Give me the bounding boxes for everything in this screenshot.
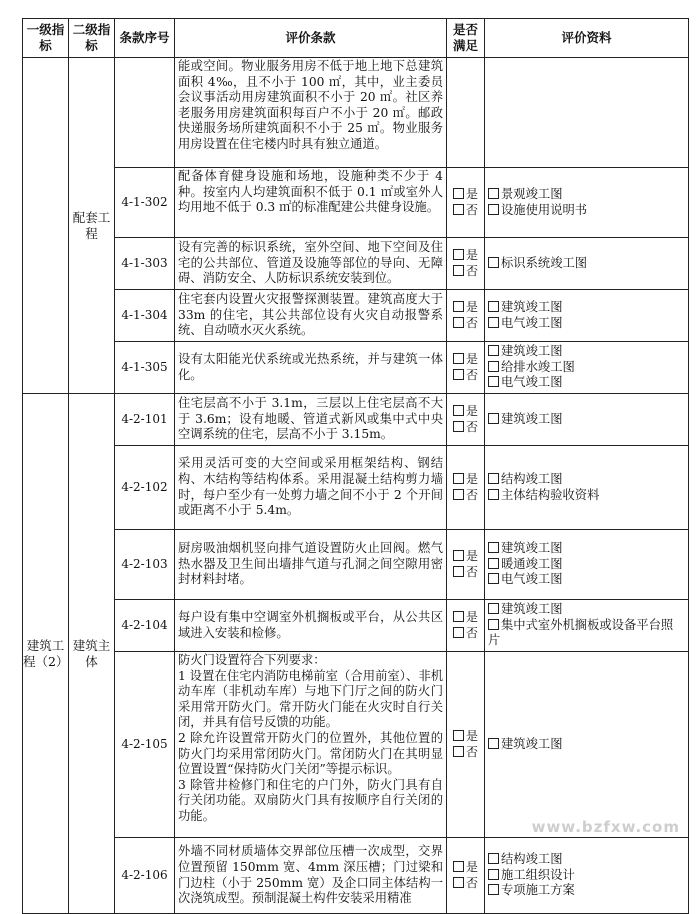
satisfied-no-label: 否 bbox=[465, 263, 478, 278]
header-level2: 二级指标 bbox=[69, 19, 115, 58]
satisfied-yes-label: 是 bbox=[465, 187, 478, 201]
satisfied-no-label: 否 bbox=[465, 744, 478, 759]
checkbox-icon[interactable] bbox=[453, 301, 464, 312]
material-item[interactable] bbox=[488, 412, 685, 428]
satisfied-no-label: 否 bbox=[465, 315, 478, 330]
material-label: 建筑竣工图 bbox=[501, 299, 563, 314]
level1-cell-building: 建筑工程（2） bbox=[23, 394, 69, 914]
table-row bbox=[23, 342, 689, 394]
checkbox-icon[interactable] bbox=[488, 884, 499, 895]
header-row bbox=[23, 19, 689, 58]
material-item[interactable] bbox=[488, 344, 685, 360]
checkbox-icon[interactable] bbox=[453, 369, 464, 380]
clause-text: 住宅套内设置火灾报警探测装置。建筑高度大于 33m 的住宅，其公共部位设有火灾自动报警系统、自动喷水灭火系统。 bbox=[175, 290, 447, 342]
clause-text: 设有完善的标识系统，室外空间、地下空间及住宅的公共部位、管道及设施等部位的导向、无障碍、消防安全、人防标识系统安装到位。 bbox=[175, 238, 447, 290]
checkbox-icon[interactable] bbox=[453, 550, 464, 561]
checkbox-icon[interactable] bbox=[453, 249, 464, 260]
checkbox-icon[interactable] bbox=[488, 619, 499, 630]
checkbox-icon[interactable] bbox=[488, 738, 499, 749]
satisfied-no-label: 否 bbox=[465, 625, 478, 640]
satisfied-no-option[interactable] bbox=[447, 264, 484, 280]
table-row bbox=[23, 446, 689, 530]
table-row bbox=[23, 238, 689, 290]
material-label: 建筑竣工图 bbox=[501, 736, 563, 751]
satisfied-yes-option[interactable] bbox=[447, 300, 484, 316]
material-item[interactable] bbox=[488, 375, 685, 391]
checkbox-icon[interactable] bbox=[488, 413, 499, 424]
material-item[interactable] bbox=[488, 203, 685, 219]
checkbox-icon[interactable] bbox=[488, 853, 499, 864]
checkbox-icon[interactable] bbox=[453, 265, 464, 276]
satisfied-options bbox=[447, 290, 485, 342]
material-label: 电气竣工图 bbox=[501, 572, 563, 587]
material-label: 主体结构验收资料 bbox=[501, 487, 600, 502]
material-label: 施工组织设计 bbox=[501, 867, 575, 882]
table-row bbox=[23, 394, 689, 446]
materials-cell bbox=[485, 290, 689, 342]
clause-number: 4-2-106 bbox=[115, 838, 175, 914]
level2-cell-supporting: 配套工程 bbox=[69, 58, 115, 394]
table-row bbox=[23, 290, 689, 342]
level1-cell bbox=[23, 58, 69, 394]
clause-text: 能或空间。物业服务用房不低于地上地下总建筑面积 4‰，且不小于 100 ㎡，其中，业主委员会议事活动用房建筑面积不小于 20 ㎡。社区养老服务用房建筑面积每百户不小于 20 ㎡。邮政快递服务场所建筑面积不小于 25 ㎡。物业服务用房设置在住宅楼内时具有独立通道。 bbox=[175, 58, 447, 168]
satisfied-yes-option[interactable] bbox=[447, 610, 484, 626]
satisfied-no-option[interactable] bbox=[447, 626, 484, 642]
checkbox-icon[interactable] bbox=[488, 869, 499, 880]
material-item[interactable] bbox=[488, 541, 685, 557]
material-label: 标识系统竣工图 bbox=[501, 255, 588, 270]
materials-cell bbox=[485, 394, 689, 446]
satisfied-no-option[interactable] bbox=[447, 565, 484, 581]
satisfied-no-label: 否 bbox=[465, 419, 478, 434]
table-row bbox=[23, 530, 689, 600]
material-label: 电气竣工图 bbox=[501, 375, 563, 390]
clause-text: 设有太阳能光伏系统或光热系统，并与建筑一体化。 bbox=[175, 342, 447, 394]
material-item[interactable] bbox=[488, 883, 685, 899]
checkbox-icon[interactable] bbox=[488, 301, 499, 312]
material-item[interactable] bbox=[488, 852, 685, 868]
clause-text: 配备体育健身设施和场地，设施种类不少于 4 种。按室内人均建筑面积不低于 0.1 ㎡或室外人均用地不低于 0.3 ㎡的标准配建公共健身设施。 bbox=[175, 168, 447, 238]
clause-number: 4-2-105 bbox=[115, 652, 175, 838]
satisfied-yes-option[interactable] bbox=[447, 472, 484, 488]
material-label: 结构竣工图 bbox=[501, 852, 563, 867]
material-label: 建筑竣工图 bbox=[501, 411, 563, 426]
satisfied-options bbox=[447, 394, 485, 446]
clause-number bbox=[115, 58, 175, 168]
material-label: 设施使用说明书 bbox=[501, 202, 588, 217]
satisfied-yes-label: 是 bbox=[465, 404, 478, 418]
material-label: 专项施工方案 bbox=[501, 883, 575, 898]
material-item[interactable] bbox=[488, 557, 685, 573]
clause-number: 4-1-304 bbox=[115, 290, 175, 342]
satisfied-no-label: 否 bbox=[465, 367, 478, 382]
satisfied-yes-option[interactable] bbox=[447, 729, 484, 745]
checkbox-icon[interactable] bbox=[488, 257, 499, 268]
checkbox-icon[interactable] bbox=[488, 573, 499, 584]
clause-number: 4-2-103 bbox=[115, 530, 175, 600]
satisfied-yes-option[interactable] bbox=[447, 404, 484, 420]
checkbox-icon[interactable] bbox=[453, 473, 464, 484]
satisfied-yes-label: 是 bbox=[465, 300, 478, 314]
materials-cell bbox=[485, 58, 689, 168]
materials-cell bbox=[485, 652, 689, 838]
satisfied-options bbox=[447, 600, 485, 652]
satisfied-options bbox=[447, 530, 485, 600]
clause-number: 4-2-102 bbox=[115, 446, 175, 530]
satisfied-no-label: 否 bbox=[465, 202, 478, 217]
satisfied-options bbox=[447, 446, 485, 530]
satisfied-yes-label: 是 bbox=[465, 610, 478, 624]
materials-cell bbox=[485, 600, 689, 652]
materials-cell bbox=[485, 838, 689, 914]
material-item[interactable] bbox=[488, 187, 685, 203]
header-level1: 一级指标 bbox=[23, 19, 69, 58]
checkbox-icon[interactable] bbox=[488, 603, 499, 614]
checkbox-icon[interactable] bbox=[453, 421, 464, 432]
satisfied-yes-label: 是 bbox=[465, 248, 478, 262]
table-row bbox=[23, 58, 689, 168]
clause-text: 采用灵活可变的大空间或采用框架结构、钢结构、木结构等结构体系。采用混凝土结构剪力墙时，每户至少有一处剪力墙之间不小于 2 个开间或距离不小于 5.4m。 bbox=[175, 446, 447, 530]
satisfied-no-option[interactable] bbox=[447, 876, 484, 892]
checkbox-icon[interactable] bbox=[453, 627, 464, 638]
clause-number: 4-1-302 bbox=[115, 168, 175, 238]
satisfied-yes-label: 是 bbox=[465, 729, 478, 743]
satisfied-options bbox=[447, 838, 485, 914]
clause-text: 每户设有集中空调室外机搁板或平台，从公共区域进入安装和检修。 bbox=[175, 600, 447, 652]
checkbox-icon[interactable] bbox=[488, 376, 499, 387]
satisfied-options bbox=[447, 58, 485, 168]
clause-text: 厨房吸油烟机竖向排气道设置防火止回阀。燃气热水器及卫生间出墙排气道与孔洞之间空隙用密封材料封堵。 bbox=[175, 530, 447, 600]
satisfied-no-option[interactable] bbox=[447, 488, 484, 504]
table-row bbox=[23, 168, 689, 238]
materials-cell bbox=[485, 168, 689, 238]
satisfied-no-option[interactable] bbox=[447, 316, 484, 332]
material-item[interactable] bbox=[488, 300, 685, 316]
checkbox-icon[interactable] bbox=[453, 611, 464, 622]
clause-text: 住宅层高不小于 3.1m，三层以上住宅层高不大于 3.6m；设有地暖、管道式新风或集中式中央空调系统的住宅，层高不小于 3.15m。 bbox=[175, 394, 447, 446]
materials-cell bbox=[485, 446, 689, 530]
material-item[interactable] bbox=[488, 737, 685, 753]
satisfied-options bbox=[447, 652, 485, 838]
satisfied-yes-option[interactable] bbox=[447, 860, 484, 876]
materials-cell bbox=[485, 238, 689, 290]
header-materials: 评价资料 bbox=[485, 19, 689, 58]
table-row bbox=[23, 652, 689, 838]
satisfied-yes-label: 是 bbox=[465, 352, 478, 366]
material-item[interactable] bbox=[488, 618, 685, 649]
material-item[interactable] bbox=[488, 316, 685, 332]
checkbox-icon[interactable] bbox=[453, 489, 464, 500]
checkbox-icon[interactable] bbox=[453, 353, 464, 364]
satisfied-no-label: 否 bbox=[465, 564, 478, 579]
satisfied-no-option[interactable] bbox=[447, 745, 484, 761]
material-item[interactable] bbox=[488, 360, 685, 376]
satisfied-yes-option[interactable] bbox=[447, 248, 484, 264]
checkbox-icon[interactable] bbox=[453, 204, 464, 215]
satisfied-options bbox=[447, 238, 485, 290]
material-item[interactable] bbox=[488, 868, 685, 884]
satisfied-yes-option[interactable] bbox=[447, 187, 484, 203]
checkbox-icon[interactable] bbox=[453, 877, 464, 888]
checkbox-icon[interactable] bbox=[488, 473, 499, 484]
material-item[interactable] bbox=[488, 256, 685, 272]
checkbox-icon[interactable] bbox=[488, 361, 499, 372]
satisfied-no-label: 否 bbox=[465, 875, 478, 890]
checkbox-icon[interactable] bbox=[488, 489, 499, 500]
satisfied-no-option[interactable] bbox=[447, 368, 484, 384]
checkbox-icon[interactable] bbox=[453, 317, 464, 328]
header-satisfied: 是否满足 bbox=[447, 19, 485, 58]
satisfied-yes-option[interactable] bbox=[447, 352, 484, 368]
material-item[interactable] bbox=[488, 602, 685, 618]
material-label: 建筑竣工图 bbox=[501, 602, 563, 617]
material-item[interactable] bbox=[488, 472, 685, 488]
checkbox-icon[interactable] bbox=[453, 746, 464, 757]
level2-cell-main-structure: 建筑主体 bbox=[69, 394, 115, 914]
watermark: www.bzfxw.com bbox=[531, 818, 680, 836]
checkbox-icon[interactable] bbox=[453, 405, 464, 416]
materials-cell bbox=[485, 530, 689, 600]
checkbox-icon[interactable] bbox=[453, 566, 464, 577]
checkbox-icon[interactable] bbox=[488, 345, 499, 356]
material-label: 电气竣工图 bbox=[501, 315, 563, 330]
material-label: 建筑竣工图 bbox=[501, 344, 563, 359]
clause-text: 防火门设置符合下列要求： 1 设置在住宅内消防电梯前室（合用前室）、非机动车库（非机动车库）与地下门厅之间的防火门采用常开防火门。常开防火门能在火灾时自行关闭，并具有信号反馈的功能。 2 除允许设置常开防火门的位置外，其他位置的防火门均采用常闭防火门。常闭防火门在其明显位置设置“保持防火门关闭”等提示标识。 3 除管井检修门和住宅的户门外，防火门具有自行关闭功能。双扇防火门具有按顺序自行关闭的功能。 bbox=[175, 652, 447, 838]
material-item[interactable] bbox=[488, 488, 685, 504]
header-clause-no: 条款序号 bbox=[115, 19, 175, 58]
material-label: 集中式室外机搁板或设备平台照片 bbox=[488, 617, 674, 648]
material-item[interactable] bbox=[488, 572, 685, 588]
checkbox-icon[interactable] bbox=[488, 204, 499, 215]
satisfied-yes-label: 是 bbox=[465, 472, 478, 486]
material-label: 暖通竣工图 bbox=[501, 556, 563, 571]
checkbox-icon[interactable] bbox=[488, 542, 499, 553]
satisfied-no-label: 否 bbox=[465, 487, 478, 502]
evaluation-table bbox=[22, 18, 689, 914]
satisfied-no-option[interactable] bbox=[447, 420, 484, 436]
material-label: 结构竣工图 bbox=[501, 471, 563, 486]
checkbox-icon[interactable] bbox=[453, 861, 464, 872]
materials-cell bbox=[485, 342, 689, 394]
satisfied-no-option[interactable] bbox=[447, 203, 484, 219]
material-label: 景观竣工图 bbox=[501, 186, 563, 201]
material-label: 给排水竣工图 bbox=[501, 359, 575, 374]
table-row bbox=[23, 838, 689, 914]
clause-text: 外墙不同材质墙体交界部位压槽一次成型，交界位置预留 150mm 宽、4mm 深压槽；门过梁和门边柱（小于 250mm 宽）及企口同主体结构一次浇筑成型。预制混凝土构件安装采用精准 bbox=[175, 838, 447, 914]
header-clause: 评价条款 bbox=[175, 19, 447, 58]
clause-number: 4-1-303 bbox=[115, 238, 175, 290]
checkbox-icon[interactable] bbox=[488, 188, 499, 199]
satisfied-yes-label: 是 bbox=[465, 860, 478, 874]
satisfied-options bbox=[447, 168, 485, 238]
clause-number: 4-2-104 bbox=[115, 600, 175, 652]
material-label: 建筑竣工图 bbox=[501, 541, 563, 556]
checkbox-icon[interactable] bbox=[488, 558, 499, 569]
clause-number: 4-1-305 bbox=[115, 342, 175, 394]
checkbox-icon[interactable] bbox=[453, 188, 464, 199]
table-row bbox=[23, 600, 689, 652]
checkbox-icon[interactable] bbox=[488, 317, 499, 328]
checkbox-icon[interactable] bbox=[453, 730, 464, 741]
clause-number: 4-2-101 bbox=[115, 394, 175, 446]
satisfied-yes-label: 是 bbox=[465, 549, 478, 563]
satisfied-options bbox=[447, 342, 485, 394]
satisfied-yes-option[interactable] bbox=[447, 549, 484, 565]
